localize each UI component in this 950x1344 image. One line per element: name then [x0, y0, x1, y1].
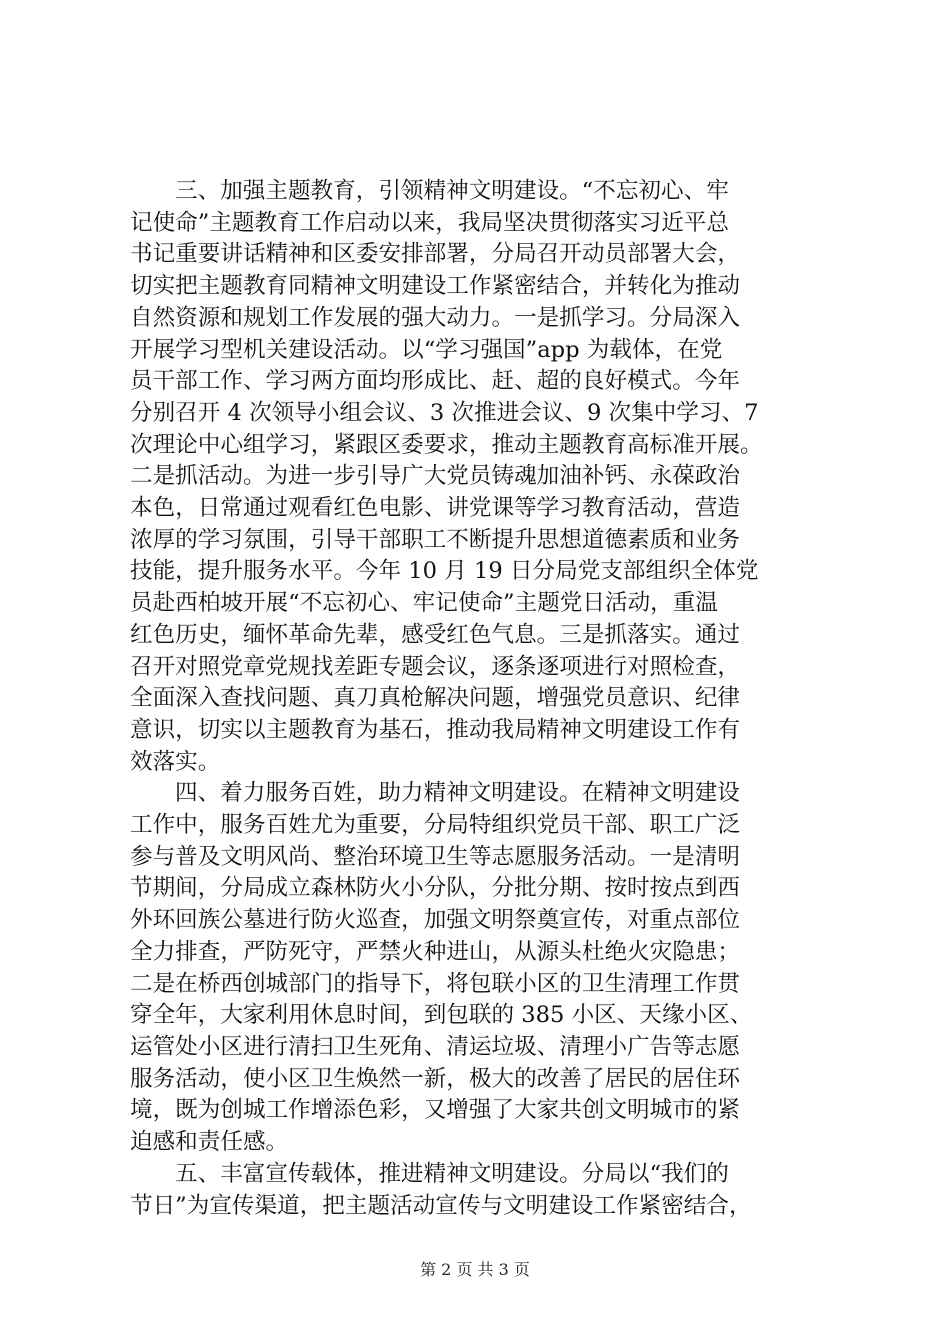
- text-line: 开展学习型机关建设活动。以“学习强国”app 为载体，在党: [130, 336, 723, 363]
- text-line: 运管处小区进行清扫卫生死角、清运垃圾、清理小广告等志愿: [130, 1033, 741, 1060]
- page-footer: 第 2 页 共 3 页: [420, 1260, 530, 1279]
- text-line: 三、加强主题教育，引领精神文明建设。“不忘初心、牢: [175, 178, 729, 204]
- document-body: [130, 176, 830, 1222]
- text-line: 节日”为宣传渠道，把主题活动宣传与文明建设工作紧密结合，: [130, 1192, 752, 1219]
- body-paragraph: [130, 1159, 830, 1222]
- text-line: 记使命”主题教育工作启动以来，我局坚决贯彻落实习近平总: [130, 209, 729, 236]
- body-paragraph: [130, 778, 830, 1158]
- text-line: 节期间，分局成立森林防火小分队，分批分期、按时按点到西: [130, 875, 741, 902]
- text-line: 境，既为创城工作增添色彩，又增强了大家共创文明城市的紧: [130, 1097, 741, 1124]
- text-line: 迫感和责任感。: [130, 1129, 289, 1156]
- text-line: 工作中，服务百姓尤为重要，分局特组织党员干部、职工广泛: [130, 812, 741, 839]
- text-line: 员赴西柏坡开展“不忘初心、牢记使命”主题党日活动，重温: [130, 590, 718, 617]
- text-line: 外环回族公墓进行防火巡查，加强文明祭奠宣传，对重点部位: [130, 907, 741, 934]
- text-line: 意识，切实以主题教育为基石，推动我局精神文明建设工作有: [130, 716, 741, 743]
- text-line: 本色，日常通过观看红色电影、讲党课等学习教育活动，营造: [130, 495, 741, 522]
- text-line: 服务活动，使小区卫生焕然一新，极大的改善了居民的居住环: [130, 1065, 741, 1092]
- text-line: 参与普及文明风尚、整治环境卫生等志愿服务活动。一是清明: [130, 843, 741, 870]
- text-line: 技能，提升服务水平。今年 10 月 19 日分局党支部组织全体党: [130, 558, 759, 585]
- body-paragraph: [130, 176, 830, 778]
- text-line: 次理论中心组学习，紧跟区委要求，推动主题教育高标准开展。: [130, 431, 763, 458]
- text-line: 二是抓活动。为进一步引导广大党员铸魂加油补钙、永葆政治: [130, 463, 741, 490]
- text-line: 二是在桥西创城部门的指导下，将包联小区的卫生清理工作贯: [130, 970, 741, 997]
- text-line: 穿全年，大家利用休息时间，到包联的 385 小区、天缘小区、: [130, 1002, 753, 1029]
- text-line: 全面深入查找问题、真刀真枪解决问题，增强党员意识、纪律: [130, 685, 741, 712]
- text-line: 四、着力服务百姓，助力精神文明建设。在精神文明建设: [175, 780, 740, 807]
- text-line: 分别召开 4 次领导小组会议、3 次推进会议、9 次集中学习、7: [130, 399, 759, 426]
- text-line: 书记重要讲话精神和区委安排部署，分局召开动员部署大会，: [130, 241, 741, 268]
- text-line: 浓厚的学习氛围，引导干部职工不断提升思想道德素质和业务: [130, 526, 741, 553]
- text-line: 效落实。: [130, 748, 221, 775]
- text-line: 召开对照党章党规找差距专题会议，逐条逐项进行对照检查，: [130, 653, 741, 680]
- text-line: 红色历史，缅怀革命先辈，感受红色气息。三是抓落实。通过: [130, 621, 741, 648]
- text-line: 五、丰富宣传载体，推进精神文明建设。分局以“我们的: [175, 1160, 729, 1187]
- text-line: 切实把主题教育同精神文明建设工作紧密结合，并转化为推动: [130, 273, 741, 300]
- text-line: 员干部工作、学习两方面均形成比、赶、超的良好模式。今年: [130, 368, 741, 395]
- text-line: 全力排查，严防死守，严禁火种进山，从源头杜绝火灾隐患；: [130, 938, 741, 965]
- text-line: 自然资源和规划工作发展的强大动力。一是抓学习。分局深入: [130, 304, 741, 331]
